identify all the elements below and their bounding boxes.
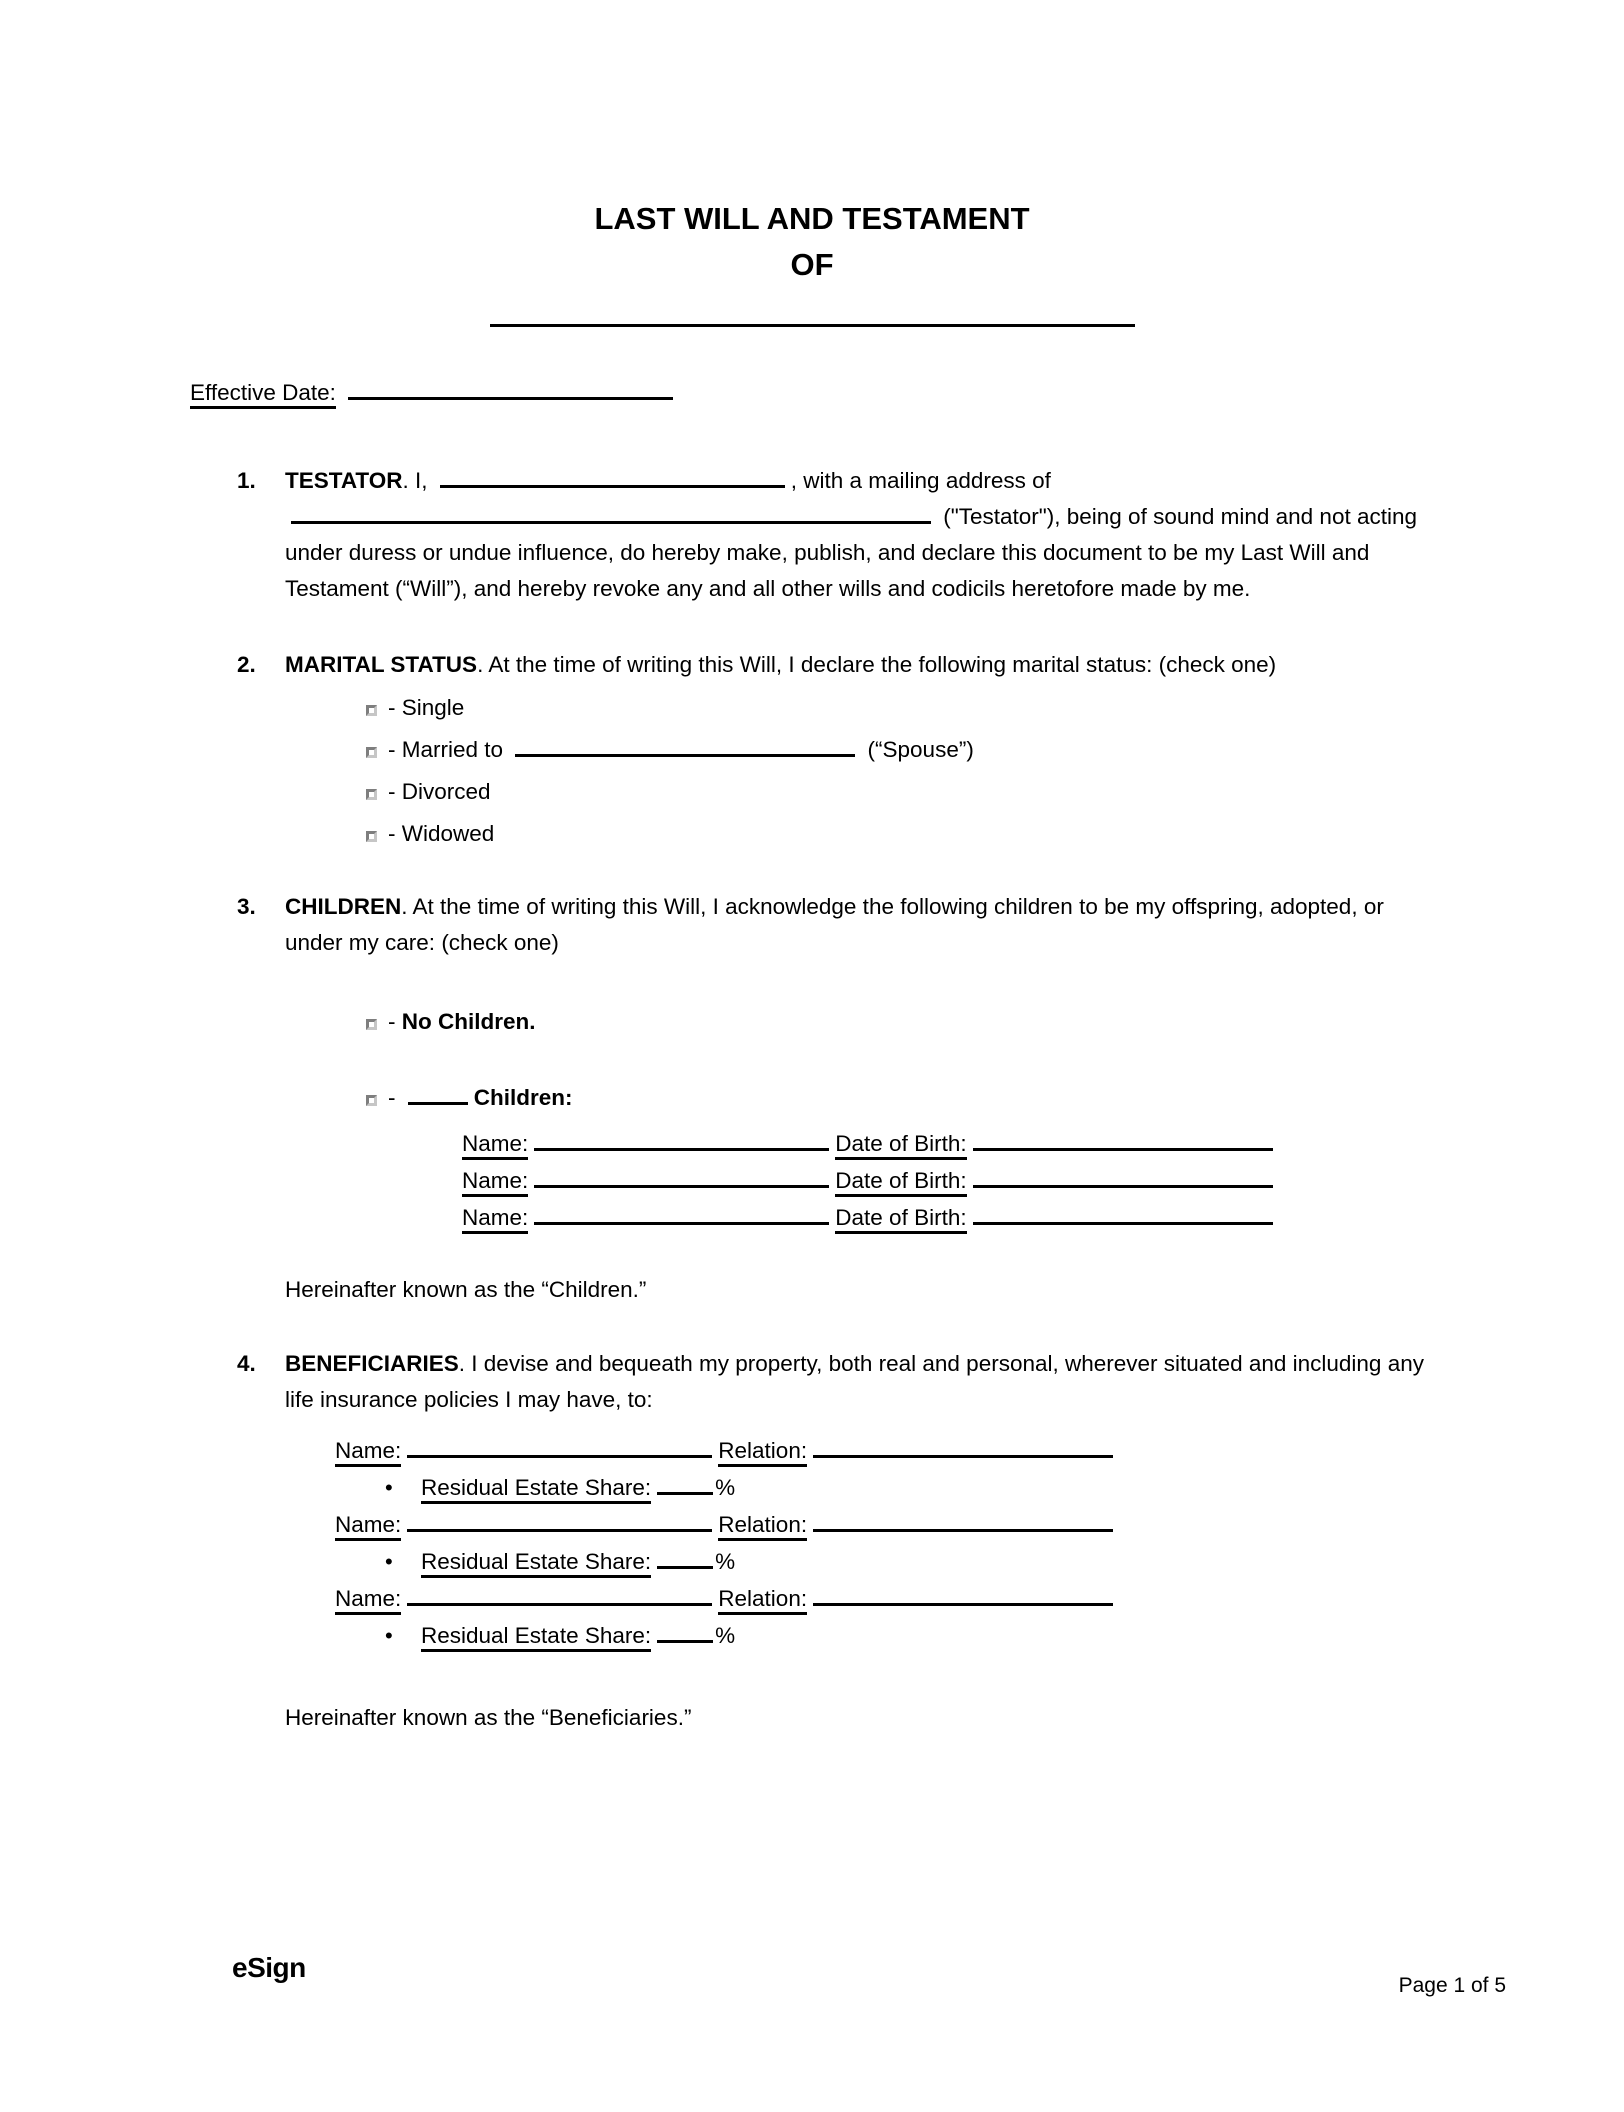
option-count-prefix: - (388, 1085, 402, 1110)
beneficiaries-hereinafter-note: Hereinafter known as the “Beneficiaries.” (285, 1705, 692, 1730)
child-dob-field[interactable] (973, 1131, 1273, 1151)
option-divorced (366, 771, 1434, 813)
section-number: 2. (237, 652, 256, 677)
beneficiary-relation-label: Relation: (718, 1586, 807, 1615)
child-row (462, 1162, 1434, 1199)
child-dob-label: Date of Birth: (835, 1168, 966, 1197)
option-no-children (366, 1001, 1434, 1043)
children-text: . At the time of writing this Will, I acknowledge the following children to be my offspring, adopted, or under my care: (check one) (285, 894, 1384, 955)
checkbox-married-icon[interactable] (366, 747, 377, 758)
beneficiary-row (335, 1432, 1434, 1469)
section-beneficiaries (237, 1346, 1434, 1736)
bullet-icon: • (385, 1475, 393, 1500)
section-number: 3. (237, 894, 256, 919)
option-no-children-label: No Children. (401, 1009, 536, 1034)
option-single-label: - Single (388, 695, 465, 720)
bullet-icon: • (385, 1623, 393, 1648)
child-row (462, 1199, 1434, 1236)
child-name-field[interactable] (534, 1131, 829, 1151)
child-dob-field[interactable] (973, 1168, 1273, 1188)
beneficiary-row (335, 1506, 1434, 1543)
section-number: 4. (237, 1351, 256, 1376)
child-name-label: Name: (462, 1168, 528, 1197)
marital-text: . At the time of writing this Will, I declare the following marital status: (check one) (477, 652, 1277, 677)
bullet-icon: • (385, 1549, 393, 1574)
child-name-field[interactable] (534, 1168, 829, 1188)
checkbox-no-children-icon[interactable] (366, 1019, 377, 1030)
child-dob-field[interactable] (973, 1205, 1273, 1225)
beneficiary-relation-field[interactable] (813, 1586, 1113, 1606)
testator-name-title-field[interactable] (490, 324, 1135, 327)
beneficiary-name-label: Name: (335, 1512, 401, 1541)
section-children (237, 889, 1434, 1308)
beneficiary-name-field[interactable] (407, 1586, 712, 1606)
child-row (462, 1125, 1434, 1162)
child-dob-label: Date of Birth: (835, 1131, 966, 1160)
beneficiary-share-row (385, 1543, 1434, 1580)
page-indicator: Page 1 of 5 (1398, 1974, 1506, 1997)
option-married-label: - Married to (388, 737, 510, 762)
beneficiary-name-label: Name: (335, 1586, 401, 1615)
section-marital-status (237, 647, 1434, 855)
option-widowed (366, 813, 1434, 855)
option-married-suffix: (“Spouse”) (861, 737, 974, 762)
child-name-field[interactable] (534, 1205, 829, 1225)
beneficiary-share-row (385, 1469, 1434, 1506)
children-count-field[interactable] (408, 1085, 468, 1105)
document-title-line1: LAST WILL AND TESTAMENT (594, 201, 1030, 236)
section-heading-marital: MARITAL STATUS (285, 652, 478, 677)
spouse-name-field[interactable] (515, 737, 855, 757)
children-list (462, 1125, 1434, 1236)
beneficiary-relation-label: Relation: (718, 1512, 807, 1541)
option-widowed-label: - Widowed (388, 821, 495, 846)
percent-sign: % (715, 1475, 736, 1500)
beneficiaries-list (335, 1432, 1434, 1654)
beneficiary-row (335, 1580, 1434, 1617)
residual-share-label: Residual Estate Share: (421, 1623, 651, 1652)
beneficiaries-text: . I devise and bequeath my property, both real and personal, wherever situated and including any life insurance policies I may have, to: (285, 1351, 1424, 1412)
testator-address-field[interactable] (291, 504, 931, 524)
checkbox-divorced-icon[interactable] (366, 789, 377, 800)
children-hereinafter-note: Hereinafter known as the “Children.” (285, 1277, 647, 1302)
percent-sign: % (715, 1623, 736, 1648)
percent-sign: % (715, 1549, 736, 1574)
residual-share-field[interactable] (657, 1475, 713, 1495)
beneficiary-share-row (385, 1617, 1434, 1654)
child-name-label: Name: (462, 1131, 528, 1160)
document-title-line2: OF (790, 247, 834, 282)
residual-share-label: Residual Estate Share: (421, 1475, 651, 1504)
section-heading-testator: TESTATOR (285, 468, 403, 493)
checkbox-widowed-icon[interactable] (366, 831, 377, 842)
option-divorced-label: - Divorced (388, 779, 491, 804)
esign-logo: eSign (232, 1952, 306, 1983)
beneficiary-relation-field[interactable] (813, 1512, 1113, 1532)
beneficiary-relation-field[interactable] (813, 1438, 1113, 1458)
effective-date-row (190, 375, 1434, 411)
residual-share-field[interactable] (657, 1623, 713, 1643)
checkbox-single-icon[interactable] (366, 705, 377, 716)
beneficiary-name-field[interactable] (407, 1512, 712, 1532)
option-count-children (366, 1077, 1434, 1119)
effective-date-field[interactable] (348, 380, 673, 400)
section-heading-children: CHILDREN (285, 894, 402, 919)
option-count-label: Children: (473, 1085, 573, 1110)
testator-text-1: . I, (402, 468, 434, 493)
option-married (366, 729, 1434, 771)
section-testator (237, 463, 1434, 607)
residual-share-field[interactable] (657, 1549, 713, 1569)
beneficiary-relation-label: Relation: (718, 1438, 807, 1467)
testator-name-field[interactable] (440, 468, 785, 488)
document-title (190, 0, 1434, 288)
checkbox-count-children-icon[interactable] (366, 1095, 377, 1106)
beneficiary-name-label: Name: (335, 1438, 401, 1467)
section-number: 1. (237, 468, 256, 493)
testator-text-2: , with a mailing address of (790, 468, 1051, 493)
child-name-label: Name: (462, 1205, 528, 1234)
effective-date-label: Effective Date: (190, 380, 336, 409)
option-no-children-prefix: - (388, 1009, 402, 1034)
testator-text-3: ("Testator"), being of sound mind and not acting under duress or undue influence, do hereby make, publish, and declare this document to be my Last Will and Testament (“Will”), and hereby revoke any and all other wills and codicils heretofore made by me. (285, 504, 1418, 601)
beneficiary-name-field[interactable] (407, 1438, 712, 1458)
child-dob-label: Date of Birth: (835, 1205, 966, 1234)
section-heading-beneficiaries: BENEFICIARIES (285, 1351, 459, 1376)
residual-share-label: Residual Estate Share: (421, 1549, 651, 1578)
option-single (366, 687, 1434, 729)
